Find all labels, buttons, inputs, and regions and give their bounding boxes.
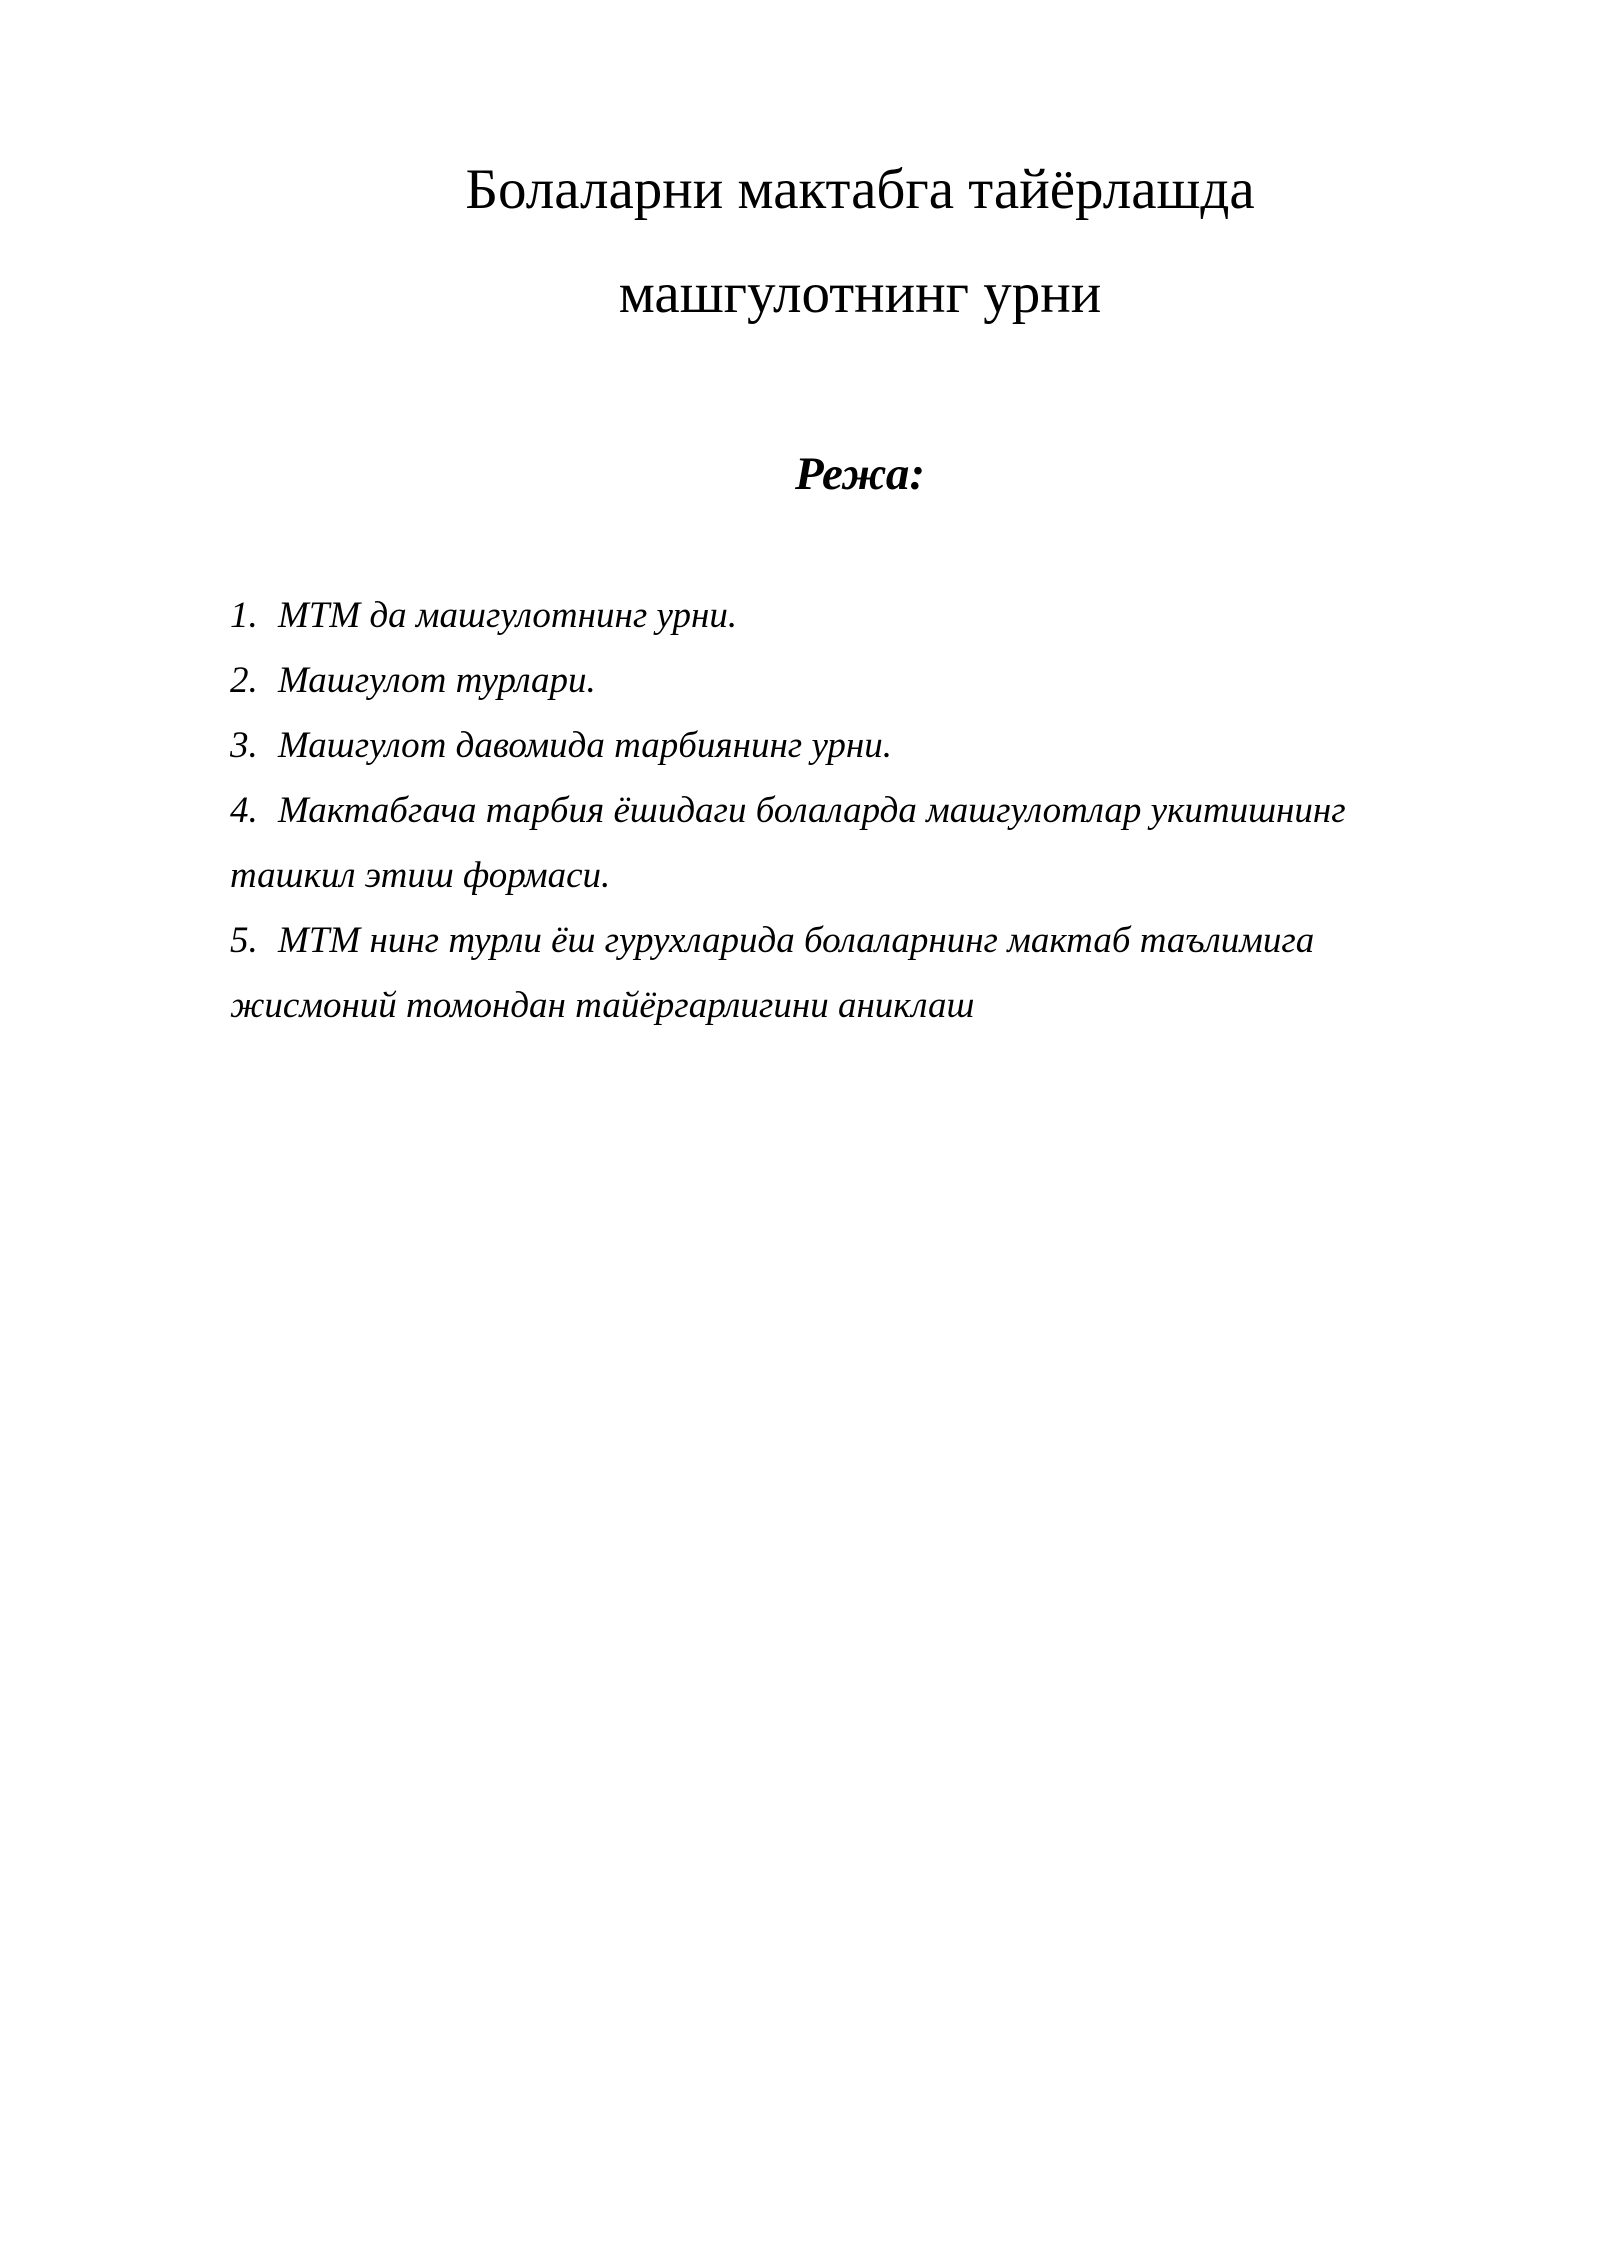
plan-item-number: 1. (230, 595, 258, 636)
plan-item-5 (230, 908, 1400, 1038)
plan-item-number: 2. (230, 660, 258, 701)
plan-heading: Режа: (795, 448, 925, 500)
document-title-line-2: машгулотнинг урни (618, 262, 1102, 325)
plan-list (230, 583, 1400, 1038)
plan-item-text: МТМ да машгулотнинг урни. (278, 595, 738, 636)
plan-item-number: 4. (230, 790, 258, 831)
plan-item-1 (230, 583, 1400, 648)
plan-item-3 (230, 713, 1400, 778)
plan-item-number: 3. (230, 725, 258, 766)
plan-item-4 (230, 778, 1400, 908)
plan-item-text: Машгулот турлари. (278, 660, 596, 701)
plan-item-2 (230, 648, 1400, 713)
document-title-line-1: Болаларни мактабга тайёрлашда (465, 158, 1255, 221)
plan-item-number: 5. (230, 920, 258, 961)
plan-item-text: Машгулот давомида тарбиянинг урни. (278, 725, 893, 766)
plan-item-text: Мактабгача тарбия ёшидаги болаларда машгулотлар укитишнинг ташкил этиш формаси. (230, 790, 1346, 896)
plan-item-text: МТМ нинг турли ёш гурухларида болаларнинг мактаб таълимига жисмоний томондан тайёргарлигини аниклаш (230, 920, 1315, 1026)
